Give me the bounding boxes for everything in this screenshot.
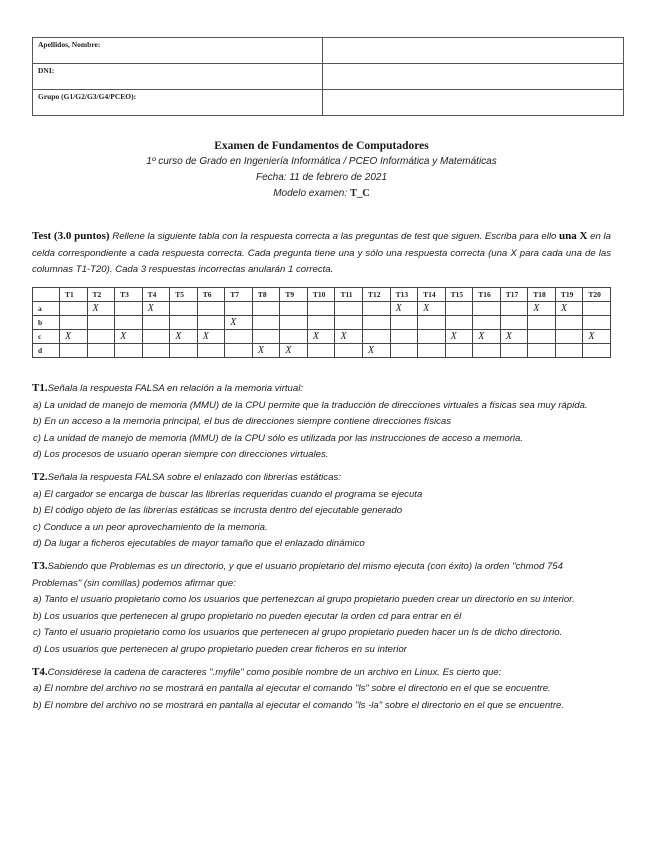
question-text: Considérese la cadena de caracteres ".myfile" como posible nombre de un archivo en Linux. Es cierto que: (47, 666, 502, 678)
answer-cell[interactable] (583, 316, 611, 330)
grid-column-header: T7 (225, 288, 253, 302)
name-label: Apellidos, Nombre: (33, 38, 323, 64)
answer-cell[interactable]: X (390, 302, 418, 316)
answer-cell[interactable] (390, 344, 418, 358)
answer-cell[interactable]: X (142, 302, 170, 316)
answer-cell[interactable]: X (115, 330, 143, 344)
question-option: d) Da lugar a ficheros ejecutables de mayor tamaño que el enlazado dinámico (33, 538, 365, 550)
answer-cell[interactable] (142, 344, 170, 358)
question-2 (32, 469, 611, 553)
grid-row-b (33, 316, 611, 330)
group-field[interactable] (323, 90, 624, 116)
question-text: Sabiendo que Problemas es un directorio, y que el usuario propietario del mismo ejecuta (con éxito) la orden "chmod 754 Problemas" (sin comillas) podemos afirmar que: (32, 560, 563, 589)
question-option: c) La unidad de manejo de memoria (MMU) de la CPU sólo es utilizada por las instrucciones de acceso a memoria. (33, 432, 524, 444)
answer-cell[interactable] (528, 330, 556, 344)
answer-cell[interactable] (335, 302, 363, 316)
answer-cell[interactable]: X (500, 330, 528, 344)
grid-column-header: T17 (500, 288, 528, 302)
question-number: T2. (32, 470, 48, 483)
answer-cell[interactable]: X (197, 330, 225, 344)
question-option: b) El nombre del archivo no se mostrará en pantalla al ejecutar el comando "ls -la" sobre el directorio en el que se encuentre. (33, 699, 565, 711)
answer-cell[interactable]: X (87, 302, 115, 316)
grid-column-header: T12 (363, 288, 391, 302)
answer-grid-body (33, 302, 611, 358)
answer-cell[interactable] (225, 302, 253, 316)
answer-cell[interactable]: X (225, 316, 253, 330)
student-info-row-group (33, 90, 624, 116)
question-text: Señala la respuesta FALSA en relación a la memoria virtual: (47, 383, 304, 394)
grid-row-a (33, 302, 611, 316)
answer-cell[interactable] (473, 316, 501, 330)
answer-cell[interactable]: X (473, 330, 501, 344)
grid-column-header: T1 (60, 288, 88, 302)
answer-cell[interactable] (142, 330, 170, 344)
grid-column-header: T19 (555, 288, 583, 302)
answer-cell[interactable] (555, 344, 583, 358)
grid-column-header: T15 (445, 288, 473, 302)
question-option: b) El código objeto de las librerías estáticas se incrusta dentro del ejecutable generado (33, 505, 403, 517)
question-number: T3. (32, 559, 48, 572)
answer-cell[interactable] (115, 316, 143, 330)
grid-column-header: T11 (335, 288, 363, 302)
answer-cell[interactable]: X (170, 330, 198, 344)
answer-cell[interactable] (87, 330, 115, 344)
grid-column-header: T4 (142, 288, 170, 302)
answer-cell[interactable] (252, 330, 280, 344)
answer-cell[interactable] (583, 344, 611, 358)
grid-column-header: T3 (115, 288, 143, 302)
test-instructions (32, 228, 611, 279)
question-option: d) Los procesos de usuario operan siempre con direcciones virtuales. (33, 449, 329, 461)
exam-model (32, 186, 611, 202)
dni-label: DNI: (33, 64, 323, 90)
question-1 (32, 380, 611, 464)
answer-cell[interactable] (307, 316, 335, 330)
grid-column-header: T16 (473, 288, 501, 302)
answer-cell[interactable] (115, 302, 143, 316)
answer-cell[interactable] (225, 344, 253, 358)
grid-column-header: T18 (528, 288, 556, 302)
questions-list (32, 380, 611, 719)
answer-cell[interactable]: X (307, 330, 335, 344)
answer-cell[interactable] (197, 316, 225, 330)
grid-column-header: T9 (280, 288, 308, 302)
group-label: Grupo (G1/G2/G3/G4/PCEO): (33, 90, 323, 116)
answer-cell[interactable]: X (583, 330, 611, 344)
student-info-row-name (33, 38, 624, 64)
grid-column-header: T2 (87, 288, 115, 302)
question-stem (32, 664, 611, 682)
answer-cell[interactable] (418, 344, 446, 358)
answer-cell[interactable]: X (335, 330, 363, 344)
answer-cell[interactable] (583, 302, 611, 316)
answer-cell[interactable] (500, 316, 528, 330)
answer-cell[interactable] (335, 316, 363, 330)
answer-cell[interactable]: X (445, 330, 473, 344)
answer-cell[interactable] (528, 344, 556, 358)
question-option: a) El cargador se encarga de buscar las librerías requeridas cuando el programa se ejecuta (33, 488, 423, 500)
question-4 (32, 664, 611, 715)
grid-column-header: T8 (252, 288, 280, 302)
answer-cell[interactable]: X (60, 330, 88, 344)
answer-cell[interactable] (363, 302, 391, 316)
answer-cell[interactable] (390, 330, 418, 344)
grid-column-header: T13 (390, 288, 418, 302)
answer-cell[interactable] (418, 316, 446, 330)
grid-row-c (33, 330, 611, 344)
grid-row-label: c (33, 330, 60, 344)
instructions-bold-x: una X (559, 230, 588, 242)
answer-cell[interactable] (280, 302, 308, 316)
answer-cell[interactable] (197, 302, 225, 316)
grid-row-d (33, 344, 611, 358)
answer-cell[interactable] (280, 316, 308, 330)
answer-cell[interactable] (473, 302, 501, 316)
question-option: c) Conduce a un peor aprovechamiento de la memoria. (33, 521, 268, 533)
answer-cell[interactable] (445, 302, 473, 316)
test-points-heading: Test (3.0 puntos) (32, 230, 110, 242)
answer-cell[interactable]: X (555, 302, 583, 316)
answer-cell[interactable] (142, 316, 170, 330)
question-option: a) Tanto el usuario propietario como los usuarios que pertenezcan al grupo propietario pueden crear un directorio en su interior. (33, 594, 575, 606)
answer-cell[interactable] (170, 344, 198, 358)
grid-column-header: T14 (418, 288, 446, 302)
instructions-text-2: en la celda correspondiente a cada respuesta correcta. Cada pregunta tiene una y sólo una respuesta correcta (una X para cada una de las columnas T1-T20). Cada 3 respuestas incorrectas anularán 1 correcta. (32, 231, 611, 275)
question-stem (32, 380, 611, 398)
answer-cell[interactable] (528, 316, 556, 330)
grid-column-header: T6 (197, 288, 225, 302)
dni-field[interactable] (323, 64, 624, 90)
answer-cell[interactable] (170, 302, 198, 316)
answer-cell[interactable] (555, 330, 583, 344)
exam-course: 1º curso de Grado en Ingeniería Informática / PCEO Informática y Matemáticas (146, 156, 497, 167)
exam-header (32, 138, 611, 202)
grid-row-label: a (33, 302, 60, 316)
name-field[interactable] (323, 38, 624, 64)
answer-cell[interactable] (60, 344, 88, 358)
exam-title: Examen de Fundamentos de Computadores (214, 140, 429, 152)
question-option: a) El nombre del archivo no se mostrará en pantalla al ejecutar el comando "ls" sobre el directorio en el que se encuentre. (33, 683, 551, 695)
question-3 (32, 558, 611, 659)
answer-cell[interactable]: X (418, 302, 446, 316)
exam-model-label: Modelo examen: (273, 188, 350, 199)
instructions-text-1: Rellene la siguiente tabla con la respuesta correcta a las preguntas de test que siguen. Escriba para ello (109, 231, 560, 242)
grid-column-header: T5 (170, 288, 198, 302)
grid-corner-cell (33, 288, 60, 302)
question-stem (32, 469, 611, 487)
answer-cell[interactable] (60, 316, 88, 330)
student-info-table (32, 37, 624, 116)
answer-cell[interactable] (500, 344, 528, 358)
question-text: Señala la respuesta FALSA sobre el enlazado con librerías estáticas: (47, 471, 341, 483)
answer-cell[interactable] (335, 344, 363, 358)
answer-cell[interactable] (280, 330, 308, 344)
answer-cell[interactable] (60, 302, 88, 316)
answer-cell[interactable] (473, 344, 501, 358)
question-option: d) Los usuarios que pertenecen al grupo propietario pueden crear ficheros en su interior (33, 643, 407, 655)
question-option: a) La unidad de manejo de memoria (MMU) de la CPU permite que la traducción de direcciones virtuales a físicas sea muy rápida. (33, 399, 588, 411)
student-info-row-dni (33, 64, 624, 90)
answer-grid-header (33, 288, 611, 302)
grid-column-header: T20 (583, 288, 611, 302)
answer-cell[interactable] (445, 344, 473, 358)
answer-cell[interactable] (307, 302, 335, 316)
question-option: c) Tanto el usuario propietario como los usuarios que pertenecen al grupo propietario pueden hacer un ls de dicho directorio. (33, 627, 563, 639)
question-stem (32, 558, 611, 592)
grid-row-label: b (33, 316, 60, 330)
answer-cell[interactable] (445, 316, 473, 330)
answer-cell[interactable] (500, 302, 528, 316)
answer-cell[interactable] (418, 330, 446, 344)
answer-cell[interactable] (87, 344, 115, 358)
answer-cell[interactable]: X (280, 344, 308, 358)
answer-cell[interactable] (115, 344, 143, 358)
exam-model-value: T_C (349, 188, 370, 199)
grid-row-label: d (33, 344, 60, 358)
exam-date: Fecha: 11 de febrero de 2021 (255, 172, 388, 183)
question-option: b) En un acceso a la memoria principal, el bus de direcciones siempre contiene direcciones físicas (33, 416, 452, 428)
answer-cell[interactable]: X (528, 302, 556, 316)
answer-cell[interactable] (225, 330, 253, 344)
question-number: T1. (32, 382, 48, 394)
answer-cell[interactable]: X (363, 344, 391, 358)
grid-column-header: T10 (307, 288, 335, 302)
answer-cell[interactable] (555, 316, 583, 330)
answer-cell[interactable] (307, 344, 335, 358)
answer-cell[interactable] (363, 330, 391, 344)
answer-cell[interactable] (390, 316, 418, 330)
question-number: T4. (32, 665, 48, 678)
answer-cell[interactable] (170, 316, 198, 330)
answer-cell[interactable] (252, 302, 280, 316)
question-option: b) Los usuarios que pertenecen al grupo propietario no pueden ejecutar la orden cd para entrar en él (33, 610, 462, 622)
answer-grid (32, 287, 611, 358)
answer-cell[interactable] (87, 316, 115, 330)
answer-cell[interactable] (363, 316, 391, 330)
answer-cell[interactable] (252, 316, 280, 330)
answer-cell[interactable]: X (252, 344, 280, 358)
answer-cell[interactable] (197, 344, 225, 358)
